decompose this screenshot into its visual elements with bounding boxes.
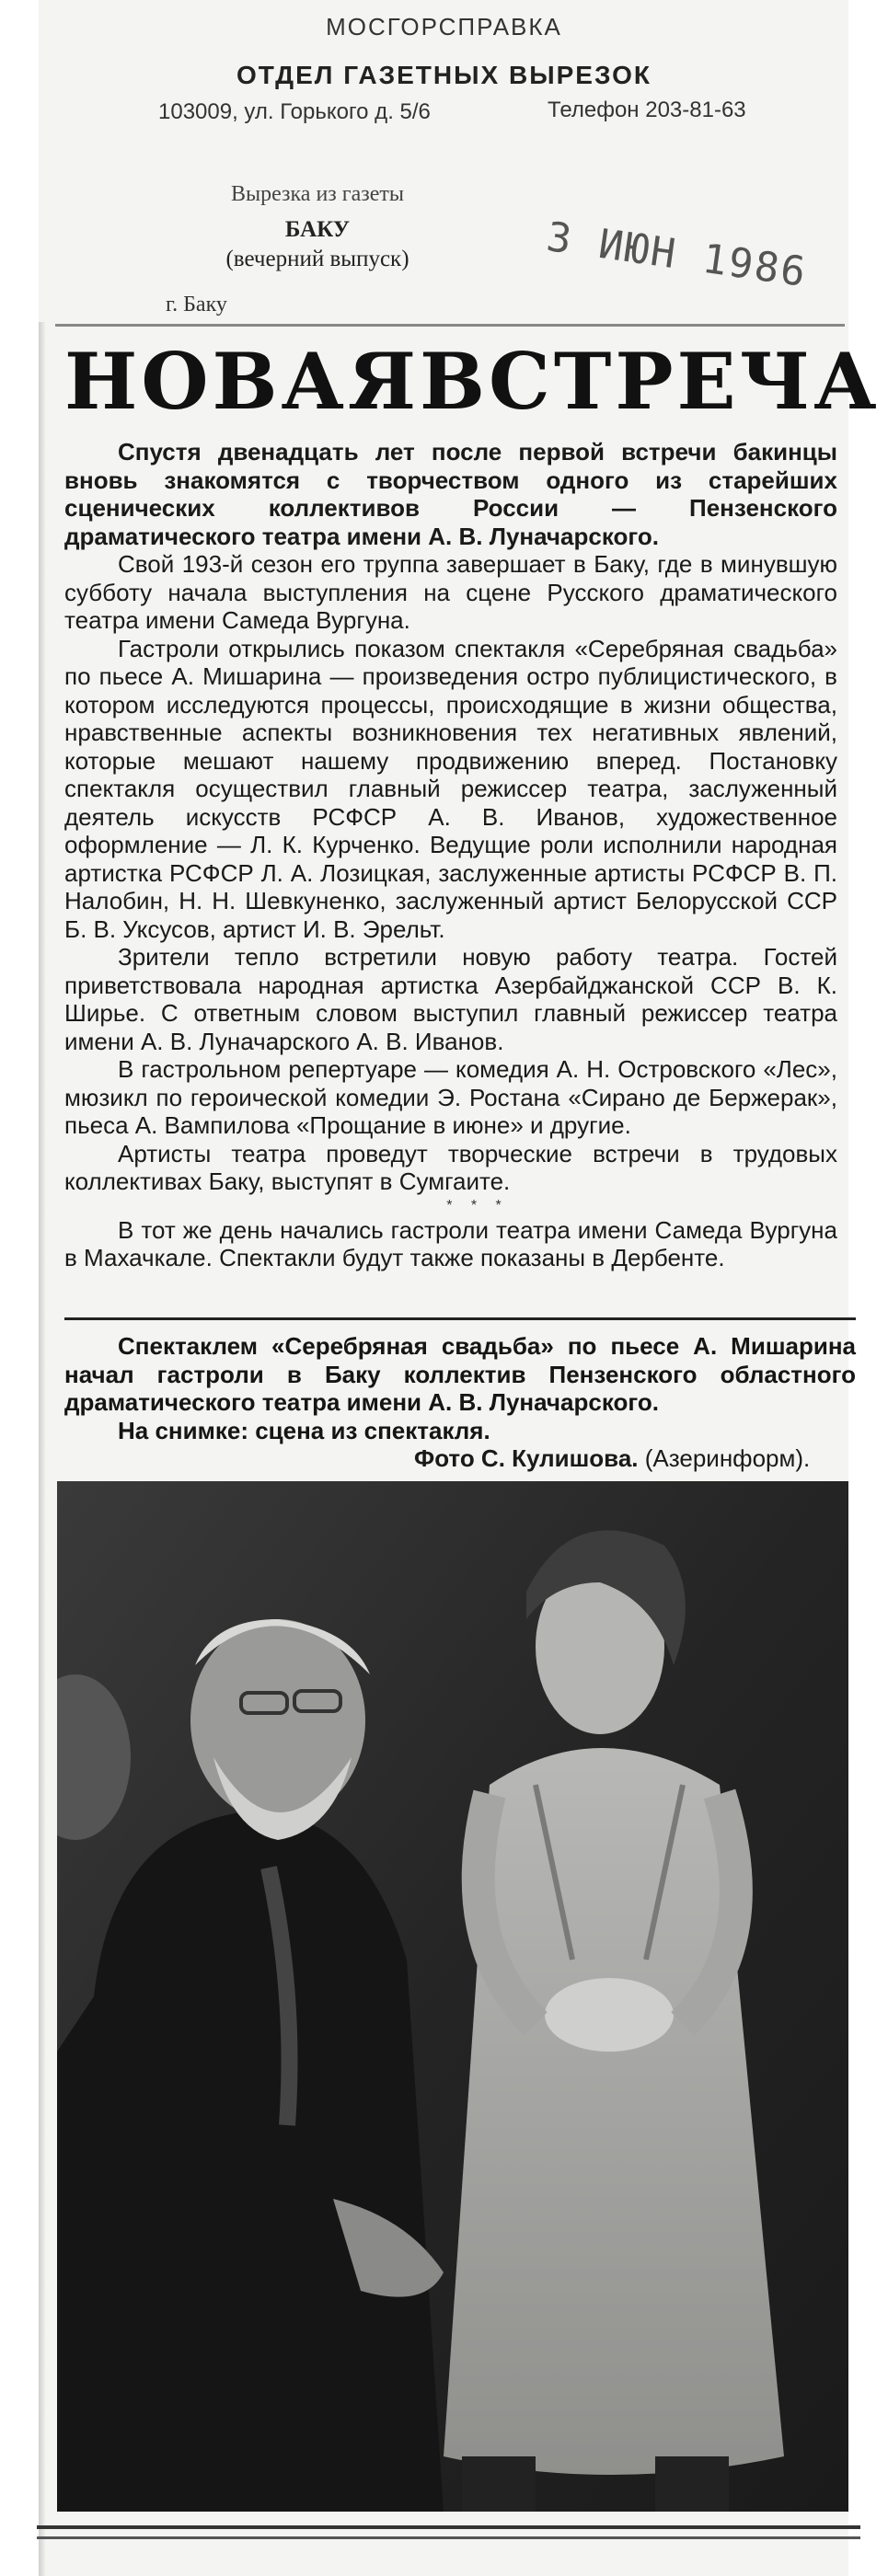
article-body <box>64 438 837 1272</box>
article-paragraph: Зрители тепло встретили новую работу театра. Гостей приветствовала народная артистка Азербайджанской ССР В. К. Ширье. С ответным словом выступил главный режиссер театра имени А. В. Луначарского А. В. Иванов. <box>64 943 837 1055</box>
article-paragraph: В гастрольном репертуаре — комедия А. Н. Островского «Лес», мюзикл по героической комедии Э. Ростана «Сирано де Бержерак», пьеса А. Вампилова «Прощание в июне» и другие. <box>64 1055 837 1139</box>
stamp-department: ОТДЕЛ ГАЗЕТНЫХ ВЫРЕЗОК <box>236 61 652 89</box>
article-closing: В тот же день начались гастроли театра имени Самеда Вургуна в Махачкале. Спектакли будут также показаны в Дербенте. <box>64 1215 837 1271</box>
article-lead: Спустя двенадцать лет после первой встречи бакинцы вновь знакомятся с творчеством одного из старейших сценических коллективов России — Пензенского драматического театра имени А. В. Луначарского. <box>64 438 837 550</box>
footer-rule <box>37 2536 860 2539</box>
headline-word-2: ВСТРЕЧА <box>420 336 881 427</box>
footer-rule <box>37 2525 860 2529</box>
clipping-city: г. Баку <box>166 293 227 316</box>
article-paragraph: Свой 193-й сезон его труппа завершает в Баку, где в минувшую субботу начала выступления на сцене Русского драматического театра имени Самеда Вургуна. <box>64 550 837 634</box>
caption-text: Спектаклем «Серебряная свадьба» по пьесе А. Мишарина начал гастроли в Баку коллектив Пензенского областного драматического театра имени А. В. Луначарского. <box>64 1332 856 1416</box>
headline-word-1: НОВАЯ <box>64 336 421 427</box>
date-stamp: 3 ИЮН 1986 <box>543 213 811 297</box>
clipping-edition: (вечерний выпуск) <box>225 247 409 271</box>
clipping-newspaper: БАКУ <box>284 217 351 242</box>
clipping-top-edge <box>55 324 845 327</box>
photo-credit <box>414 1444 810 1473</box>
clipping-shadow <box>39 322 46 2576</box>
credit-agency: (Азеринформ). <box>644 1444 811 1472</box>
headline <box>64 331 881 432</box>
credit-photographer: Фото С. Кулишова. <box>414 1444 639 1472</box>
stamp-organization: МОСГОРСПРАВКА <box>326 13 562 40</box>
photo-caption <box>64 1332 856 1444</box>
stamp-address: 103009, ул. Горького д. 5/6 <box>158 99 431 124</box>
caption-photo-note: На снимке: сцена из спектакля. <box>118 1416 490 1444</box>
clipping-from-label: Вырезка из газеты <box>230 182 405 206</box>
article-paragraph: Артисты театра проведут творческие встречи в трудовых коллективах Баку, выступят в Сумгаите. <box>64 1139 837 1195</box>
section-separator: * * * <box>446 1197 509 1213</box>
article-paragraph: Гастроли открылись показом спектакля «Серебряная свадьба» по пьесе А. Мишарина — произведения остро публицистического, в котором исследуются процессы, происходящие в жизни общества, нравственные аспекты возникновения тех негативных явлений, которые мешают нашему продвижению вперед. Постановку спектакля осуществил главный режиссер театра, заслуженный деятель искусств РСФСР А. В. Иванов, художественное оформление — Л. К. Курченко. Ведущие роли исполнили народная артистка РСФСР Л. А. Лозицкая, заслуженные артисты РСФСР В. П. Налобин, Н. Н. Шевкуненко, заслуженный артист Белорусской ССР Б. В. Уксусов, артист И. В. Эрельт. <box>64 634 837 943</box>
stage-photo <box>57 1481 848 2512</box>
stamp-phone: Телефон 203-81-63 <box>548 98 746 122</box>
caption-divider <box>64 1317 856 1320</box>
stage-photo-illustration <box>57 1481 848 2512</box>
